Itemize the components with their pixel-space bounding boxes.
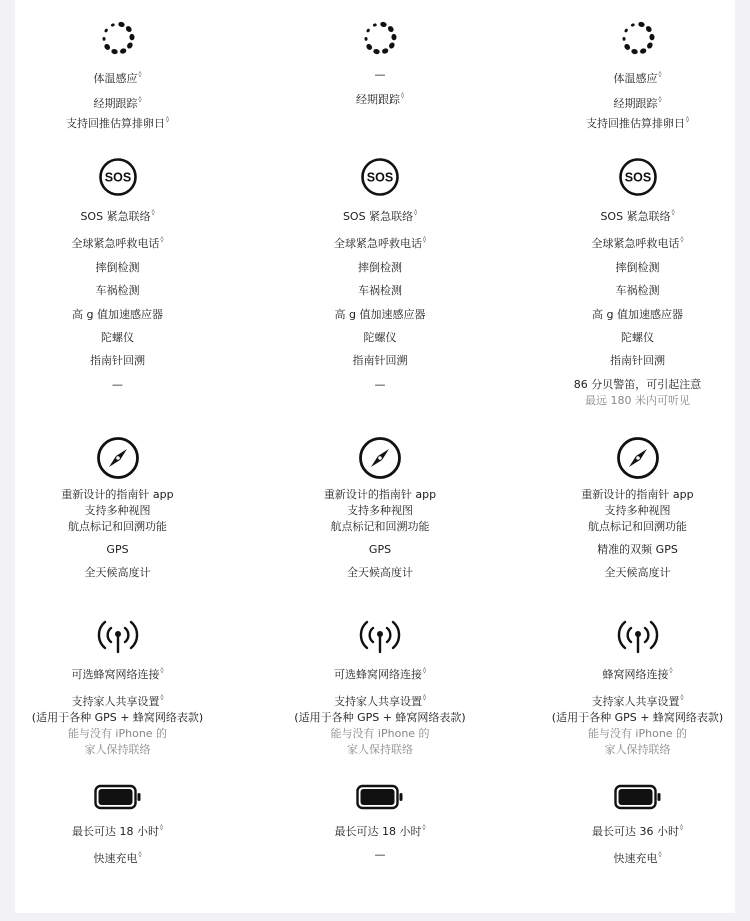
family-setup-desc: 家人保持联络 [84,743,151,756]
footnote-mark[interactable]: ◊ [138,96,142,103]
compass-feature: 支持多种视图 [604,504,671,517]
footnote-mark[interactable]: ◊ [166,116,169,123]
footnote-mark[interactable]: ◊ [414,209,418,216]
battery-life: 最长可达 18 小时◊ [334,824,426,838]
footnote-mark[interactable]: ◊ [138,71,142,78]
cycle-feature: 支持回推估算排卵日◊ [586,116,689,130]
compass-feature: 支持多种视图 [84,504,151,517]
family-setup-desc: 能与没有 iPhone 的 [67,727,168,740]
cycle-tracking-icon [358,16,402,60]
footnote-mark[interactable]: ◊ [160,694,164,701]
connectivity-section [505,616,750,758]
safety-feature: — [374,377,386,391]
battery-section [505,784,750,867]
safety-feature: SOS 紧急联络◊ [342,209,418,223]
family-setup: 支持家人共享设置◊ [71,694,164,708]
temperature-sensing: — [374,68,386,81]
footnote-mark[interactable]: ◊ [686,116,689,123]
safety-feature: 指南针回溯 [352,354,408,368]
compass-feature: 重新设计的指南针 app [323,488,437,501]
footnote-mark[interactable]: ◊ [669,667,673,674]
navigation-section [0,436,250,581]
altimeter: 全天候高度计 [604,566,671,579]
navigation-section [505,436,750,581]
footnote-mark[interactable]: ◊ [422,824,426,831]
family-setup-note: (适用于各种 GPS + 蜂窝网络表款) [31,711,204,724]
safety-feature: 摔倒检测 [358,260,402,274]
safety-feature: 高 g 值加速感应器 [72,307,163,321]
footnote-mark[interactable]: ◊ [423,667,426,674]
footnote-mark[interactable]: ◊ [138,851,142,858]
footnote-mark[interactable]: ◊ [658,71,662,78]
family-setup-note: (适用于各种 GPS + 蜂窝网络表款) [551,711,724,724]
footnote-mark[interactable]: ◊ [658,96,662,103]
safety-feature: 车祸检测 [615,284,660,298]
gps: 精准的双频 GPS [597,543,678,556]
safety-section [0,157,250,393]
battery-section [0,784,250,867]
safety-feature: 摔倒检测 [615,260,660,274]
battery-section [245,784,515,863]
safety-feature: 摔倒检测 [95,260,140,274]
fast-charging: 快速充电◊ [613,851,662,865]
safety-feature: — [112,377,123,391]
safety-section [245,157,515,393]
family-setup-desc: 能与没有 iPhone 的 [587,727,688,740]
family-setup-note: (适用于各种 GPS + 蜂窝网络表款) [294,711,466,724]
cellular-antenna-icon [358,616,402,656]
compass-feature: 重新设计的指南针 app [61,488,174,501]
altimeter: 全天候高度计 [347,566,413,579]
navigation-section [245,436,515,581]
cycle-feature: 经期跟踪◊ [613,96,662,110]
safety-feature: 指南针回溯 [90,354,145,368]
compass-feature: 重新设计的指南针 app [581,488,694,501]
footnote-mark[interactable]: ◊ [151,209,155,216]
footnote-mark[interactable]: ◊ [423,694,426,701]
cycle-feature: 支持回推估算排卵日◊ [66,116,169,130]
safety-section [505,157,750,409]
cellular-connectivity: 可选蜂窝网络连接◊ [71,667,164,681]
family-setup: 支持家人共享设置◊ [591,694,684,708]
footnote-mark[interactable]: ◊ [658,851,662,858]
footnote-mark[interactable]: ◊ [401,92,404,99]
compass-icon [96,436,140,480]
gps: GPS [368,543,392,556]
family-setup-desc: 家人保持联络 [604,743,671,756]
connectivity-section [245,616,515,758]
safety-feature: 高 g 值加速感应器 [592,307,683,321]
health-section [245,16,515,108]
svg-text:SOS: SOS [104,170,131,185]
battery-icon [356,784,404,810]
safety-feature: 全球紧急呼救电话◊ [591,236,684,251]
fast-charging: 快速充电◊ [93,851,142,865]
compass-feature: 支持多种视图 [347,504,413,517]
safety-feature: 陀螺仪 [621,330,654,344]
safety-feature: 车祸检测 [95,284,140,298]
safety-feature: 指南针回溯 [610,354,665,368]
footnote-mark[interactable]: ◊ [680,824,683,831]
battery-icon [94,784,142,810]
battery-life: 最长可达 36 小时◊ [592,824,683,838]
sos-icon [98,157,138,197]
footnote-mark[interactable]: ◊ [671,209,675,216]
safety-feature: 陀螺仪 [101,330,134,344]
cellular-connectivity: 可选蜂窝网络连接◊ [334,667,426,681]
safety-feature: 高 g 值加速感应器 [334,307,426,321]
battery-life: 最长可达 18 小时◊ [72,824,163,838]
cycle-feature: 经期跟踪◊ [356,92,404,106]
family-setup: 支持家人共享设置◊ [334,694,426,708]
footnote-mark[interactable]: ◊ [160,824,163,831]
family-setup-desc: 家人保持联络 [347,743,413,756]
temperature-sensing: 体温感应◊ [613,71,662,85]
sos-icon [360,157,400,197]
safety-feature: 陀螺仪 [363,330,397,344]
cycle-tracking-icon [616,16,660,60]
family-setup-desc: 能与没有 iPhone 的 [330,727,430,740]
safety-feature: SOS 紧急联络◊ [600,209,675,223]
temperature-sensing: 体温感应◊ [93,71,142,85]
siren-range: 最远 180 米内可听见 [585,393,690,407]
health-section [0,16,250,132]
footnote-mark[interactable]: ◊ [680,694,684,701]
gps: GPS [106,543,129,556]
fast-charging: — [374,848,386,861]
footnote-mark[interactable]: ◊ [423,236,426,244]
altimeter: 全天候高度计 [84,566,151,579]
cellular-connectivity: 蜂窝网络连接◊ [602,667,673,681]
safety-feature: 车祸检测 [358,284,402,298]
cellular-antenna-icon [616,616,660,656]
cycle-feature: 经期跟踪◊ [93,96,142,110]
svg-text:SOS: SOS [366,170,394,185]
safety-feature: 86 分贝警笛，可引起注意 [573,377,702,391]
footnote-mark[interactable]: ◊ [680,236,684,244]
compass-icon [616,436,660,480]
safety-feature: 全球紧急呼救电话◊ [334,236,426,251]
compass-feature: 航点标记和回溯功能 [68,520,167,533]
safety-feature: 全球紧急呼救电话◊ [71,236,164,251]
footnote-mark[interactable]: ◊ [160,667,164,674]
sos-icon [618,157,658,197]
compass-feature: 航点标记和回溯功能 [588,520,687,533]
health-section [505,16,750,132]
svg-text:SOS: SOS [624,170,651,185]
compass-icon [358,436,402,480]
safety-feature: SOS 紧急联络◊ [80,209,155,223]
cycle-tracking-icon [96,16,140,60]
footnote-mark[interactable]: ◊ [160,236,164,244]
cellular-antenna-icon [96,616,140,656]
compass-feature: 航点标记和回溯功能 [330,520,430,533]
battery-icon [614,784,662,810]
connectivity-section [0,616,250,758]
